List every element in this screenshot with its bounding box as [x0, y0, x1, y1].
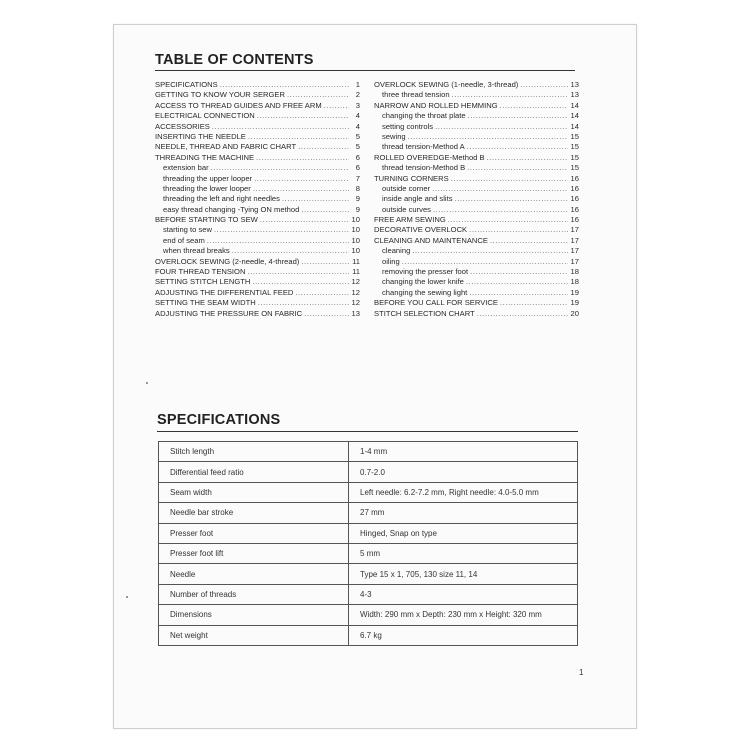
- toc-entry-title: TURNING CORNERS: [374, 173, 449, 183]
- toc-entry-page: 9: [355, 204, 360, 214]
- spec-row: [159, 543, 578, 563]
- toc-right-column: [374, 80, 579, 319]
- spec-value: 4-3: [349, 584, 578, 604]
- toc-entry-title: easy thread changing -Tying ON method: [163, 204, 300, 214]
- scan-speck: [126, 596, 128, 598]
- toc-entry-title: STITCH SELECTION CHART: [374, 308, 475, 318]
- toc-entry-page: 1: [355, 80, 360, 89]
- toc-entry-page: 8: [355, 183, 360, 193]
- toc-entry-title: changing the sewing light: [382, 287, 468, 297]
- specifications-title: SPECIFICATIONS: [157, 412, 281, 428]
- toc-entry-page: 17: [570, 225, 579, 235]
- toc-leader-dots: [214, 225, 349, 235]
- toc-entry-page: 16: [570, 194, 579, 204]
- toc-entry-page: 10: [351, 246, 360, 256]
- spec-row: [159, 523, 578, 543]
- toc-entry-page: 11: [352, 267, 360, 277]
- toc-entry-title: inside angle and slits: [382, 194, 453, 204]
- spec-label: Stitch length: [159, 442, 349, 462]
- toc-entry-page: 17: [570, 246, 579, 256]
- toc-entry: [155, 184, 360, 194]
- spec-label: Net weight: [159, 625, 349, 645]
- toc-entry: [374, 236, 579, 246]
- toc-entry: [374, 194, 579, 204]
- toc-entry: [155, 215, 360, 225]
- spec-value: 0.7-2.0: [349, 462, 578, 482]
- toc-entry: [155, 267, 360, 277]
- toc-entry-page: 17: [570, 235, 579, 245]
- toc-entry-page: 16: [570, 183, 579, 193]
- toc-entry-title: removing the presser foot: [382, 267, 469, 277]
- toc-entry-page: 6: [355, 163, 360, 173]
- toc-entry-title: GETTING TO KNOW YOUR SERGER: [155, 90, 285, 100]
- toc-entry: [374, 309, 579, 319]
- toc-entry: [155, 225, 360, 235]
- toc-leader-dots: [469, 288, 568, 298]
- toc-entry-title: OVERLOCK SEWING (1-needle, 3-thread): [374, 80, 519, 89]
- toc-entry: [374, 225, 579, 235]
- toc-leader-dots: [477, 309, 568, 319]
- toc-entry-page: 14: [570, 111, 579, 121]
- toc-title: TABLE OF CONTENTS: [155, 52, 314, 68]
- toc-entry-page: 10: [351, 225, 360, 235]
- toc-entry: [155, 205, 360, 215]
- toc-entry-page: 5: [355, 131, 360, 141]
- toc-leader-dots: [252, 277, 349, 287]
- toc-entry-page: 18: [570, 277, 579, 287]
- specifications-title-rule: [157, 431, 578, 432]
- toc-entry-title: ADJUSTING THE DIFFERENTIAL FEED: [155, 287, 294, 297]
- toc-entry-page: 14: [570, 121, 579, 131]
- toc-entry-page: 16: [570, 215, 579, 225]
- toc-entry: [155, 194, 360, 204]
- toc-entry-title: threading the upper looper: [163, 173, 253, 183]
- toc-entry-page: 10: [351, 235, 360, 245]
- toc-entry-title: NEEDLE, THREAD AND FABRIC CHART: [155, 142, 297, 152]
- toc-entry: [374, 163, 579, 173]
- toc-entry-title: thread tension-Method A: [382, 142, 465, 152]
- toc-entry: [374, 153, 579, 163]
- toc-entry: [374, 298, 579, 308]
- toc-entry: [374, 215, 579, 225]
- toc-entry-page: 5: [355, 142, 360, 152]
- toc-entry: [155, 309, 360, 319]
- spec-row: [159, 564, 578, 584]
- toc-entry: [155, 101, 360, 111]
- toc-entry-title: INSERTING THE NEEDLE: [155, 131, 246, 141]
- scan-speck: [146, 382, 148, 384]
- toc-entry-page: 7: [355, 173, 360, 183]
- toc-entry: [155, 277, 360, 287]
- toc-entry: [374, 246, 579, 256]
- specifications-table-body: [159, 442, 578, 646]
- toc-leader-dots: [500, 101, 568, 111]
- toc-leader-dots: [455, 194, 569, 204]
- toc-leader-dots: [467, 142, 568, 152]
- toc-leader-dots: [452, 90, 568, 100]
- toc-entry-page: 9: [355, 194, 360, 204]
- toc-entry: [155, 288, 360, 298]
- toc-entry: [374, 174, 579, 184]
- toc-entry: [155, 257, 360, 267]
- toc-entry-title: thread tension-Method B: [382, 163, 466, 173]
- toc-entry-page: 15: [570, 142, 579, 152]
- toc-leader-dots: [432, 184, 568, 194]
- page-number: 1: [579, 668, 584, 677]
- toc-entry-title: end of seam: [163, 235, 205, 245]
- toc-entry-title: threading the lower looper: [163, 183, 251, 193]
- spec-label: Needle: [159, 564, 349, 584]
- spec-label: Presser foot lift: [159, 543, 349, 563]
- toc-leader-dots: [232, 246, 349, 256]
- toc-entry: [155, 80, 360, 90]
- spec-row: [159, 605, 578, 625]
- toc-title-rule: [155, 70, 575, 71]
- toc-leader-dots: [257, 111, 349, 121]
- toc-entry: [374, 277, 579, 287]
- toc-leader-dots: [298, 142, 349, 152]
- toc-entry-title: OVERLOCK SEWING (2-needle, 4-thread): [155, 256, 300, 266]
- toc-leader-dots: [295, 288, 349, 298]
- toc-entry-page: 17: [570, 256, 579, 266]
- toc-entry-title: SETTING THE SEAM WIDTH: [155, 298, 256, 308]
- spec-value: Type 15 x 1, 705, 130 size 11, 14: [349, 564, 578, 584]
- toc-entry-title: changing the lower knife: [382, 277, 464, 287]
- toc-entry: [374, 257, 579, 267]
- toc-entry: [155, 163, 360, 173]
- toc-entry-page: 14: [570, 100, 579, 110]
- toc-leader-dots: [433, 205, 568, 215]
- toc-entry-title: THREADING THE MACHINE: [155, 152, 255, 162]
- toc-leader-dots: [408, 132, 568, 142]
- toc-entry: [374, 267, 579, 277]
- toc-entry-title: three thread tension: [382, 90, 450, 100]
- toc-entry-page: 13: [570, 90, 579, 100]
- toc-leader-dots: [301, 205, 349, 215]
- toc-entry: [374, 142, 579, 152]
- toc-entry-title: when thread breaks: [163, 246, 230, 256]
- toc-entry-title: changing the throat plate: [382, 111, 466, 121]
- toc-entry-page: 16: [570, 204, 579, 214]
- toc-leader-dots: [287, 90, 349, 100]
- spec-value: 5 mm: [349, 543, 578, 563]
- toc-entry-title: BEFORE STARTING TO SEW: [155, 215, 258, 225]
- toc-entry: [155, 142, 360, 152]
- toc-entry-page: 12: [351, 298, 360, 308]
- toc-entry-title: NARROW AND ROLLED HEMMING: [374, 100, 498, 110]
- toc-leader-dots: [520, 80, 568, 90]
- toc-leader-dots: [451, 174, 568, 184]
- spec-value: Left needle: 6.2-7.2 mm, Right needle: 4.0-5.0 mm: [349, 482, 578, 502]
- toc-entry-page: 15: [570, 131, 579, 141]
- spec-value: 27 mm: [349, 503, 578, 523]
- specifications-table: [158, 441, 578, 646]
- toc-leader-dots: [212, 122, 349, 132]
- toc-entry-title: extension bar: [163, 163, 209, 173]
- toc-entry-title: oiling: [382, 256, 400, 266]
- spec-row: [159, 442, 578, 462]
- toc-entry: [374, 90, 579, 100]
- toc-entry-title: threading the left and right needles: [163, 194, 280, 204]
- toc-entry-title: cleaning: [382, 246, 411, 256]
- spec-row: [159, 462, 578, 482]
- toc-entry-page: 4: [355, 121, 360, 131]
- toc-entry-page: 19: [570, 287, 579, 297]
- toc-entry-page: 12: [351, 277, 360, 287]
- toc-entry-page: 15: [570, 163, 579, 173]
- toc-entry-page: 19: [570, 298, 579, 308]
- toc-leader-dots: [256, 153, 349, 163]
- toc-entry-page: 6: [355, 152, 360, 162]
- toc-entry: [155, 298, 360, 308]
- spec-row: [159, 584, 578, 604]
- toc-entry: [374, 132, 579, 142]
- toc-entry-page: 20: [570, 308, 579, 318]
- toc-entry: [374, 288, 579, 298]
- toc-leader-dots: [220, 80, 349, 90]
- spec-label: Presser foot: [159, 523, 349, 543]
- toc-entry-title: FREE ARM SEWING: [374, 215, 446, 225]
- toc-entry-title: outside corner: [382, 183, 431, 193]
- toc-leader-dots: [402, 257, 568, 267]
- toc-leader-dots: [282, 194, 349, 204]
- toc-entry: [155, 236, 360, 246]
- toc-leader-dots: [466, 277, 568, 287]
- toc-entry: [374, 205, 579, 215]
- toc-leader-dots: [490, 236, 568, 246]
- toc-entry-title: BEFORE YOU CALL FOR SERVICE: [374, 298, 498, 308]
- toc-leader-dots: [487, 153, 568, 163]
- toc-entry-title: starting to sew: [163, 225, 212, 235]
- spec-label: Number of threads: [159, 584, 349, 604]
- spec-value: Hinged, Snap on type: [349, 523, 578, 543]
- spec-value: Width: 290 mm x Depth: 230 mm x Height: 320 mm: [349, 605, 578, 625]
- toc-entry-page: 13: [570, 80, 579, 89]
- toc-entry-title: setting controls: [382, 121, 434, 131]
- toc-entry-title: SETTING STITCH LENGTH: [155, 277, 251, 287]
- toc-leader-dots: [469, 225, 568, 235]
- toc-leader-dots: [253, 184, 349, 194]
- toc-entry-title: outside curves: [382, 204, 431, 214]
- toc-leader-dots: [247, 267, 349, 277]
- toc-entry-page: 2: [355, 90, 360, 100]
- spec-value: 6.7 kg: [349, 625, 578, 645]
- toc-entry: [374, 80, 579, 90]
- spec-row: [159, 482, 578, 502]
- toc-entry-page: 11: [352, 256, 360, 266]
- toc-leader-dots: [324, 101, 349, 111]
- toc-entry-title: SPECIFICATIONS: [155, 80, 218, 89]
- toc-entry: [374, 101, 579, 111]
- toc-entry-title: CLEANING AND MAINTENANCE: [374, 235, 488, 245]
- toc-leader-dots: [207, 236, 349, 246]
- spec-value: 1-4 mm: [349, 442, 578, 462]
- toc-entry-title: DECORATIVE OVERLOCK: [374, 225, 468, 235]
- toc-entry: [374, 122, 579, 132]
- toc-entry-title: ROLLED OVEREDGE-Method B: [374, 152, 485, 162]
- toc-leader-dots: [500, 298, 568, 308]
- toc-leader-dots: [248, 132, 349, 142]
- toc-entry: [374, 184, 579, 194]
- toc-entry-page: 15: [570, 152, 579, 162]
- toc-entry: [374, 111, 579, 121]
- toc-leader-dots: [304, 309, 349, 319]
- toc-entry-title: ADJUSTING THE PRESSURE ON FABRIC: [155, 308, 303, 318]
- toc-leader-dots: [260, 215, 349, 225]
- toc-leader-dots: [211, 163, 349, 173]
- toc-entry-page: 3: [355, 100, 360, 110]
- toc-leader-dots: [412, 246, 568, 256]
- toc-leader-dots: [301, 257, 349, 267]
- toc-entry: [155, 122, 360, 132]
- toc-entry-page: 12: [351, 287, 360, 297]
- spec-row: [159, 503, 578, 523]
- toc-entry-title: ELECTRICAL CONNECTION: [155, 111, 255, 121]
- toc-leader-dots: [258, 298, 349, 308]
- toc-entry-page: 10: [351, 215, 360, 225]
- spec-row: [159, 625, 578, 645]
- toc-leader-dots: [448, 215, 568, 225]
- spec-label: Seam width: [159, 482, 349, 502]
- toc-leader-dots: [254, 174, 349, 184]
- toc-entry-title: ACCESSORIES: [155, 121, 210, 131]
- spec-label: Needle bar stroke: [159, 503, 349, 523]
- spec-label: Dimensions: [159, 605, 349, 625]
- toc-leader-dots: [467, 163, 568, 173]
- toc-entry: [155, 174, 360, 184]
- toc-leader-dots: [435, 122, 568, 132]
- toc-entry: [155, 90, 360, 100]
- toc-leader-dots: [470, 267, 568, 277]
- toc-entry-page: 4: [355, 111, 360, 121]
- toc-entry-page: 18: [570, 267, 579, 277]
- toc-entry: [155, 246, 360, 256]
- toc-leader-dots: [468, 111, 568, 121]
- toc-entry: [155, 132, 360, 142]
- toc-entry: [155, 153, 360, 163]
- toc-entry-page: 13: [351, 308, 360, 318]
- toc-left-column: [155, 80, 360, 319]
- toc-entry-page: 16: [570, 173, 579, 183]
- toc-entry-title: ACCESS TO THREAD GUIDES AND FREE ARM: [155, 100, 322, 110]
- toc-entry: [155, 111, 360, 121]
- spec-label: Differential feed ratio: [159, 462, 349, 482]
- toc-entry-title: FOUR THREAD TENSION: [155, 267, 246, 277]
- toc-entry-title: sewing: [382, 131, 406, 141]
